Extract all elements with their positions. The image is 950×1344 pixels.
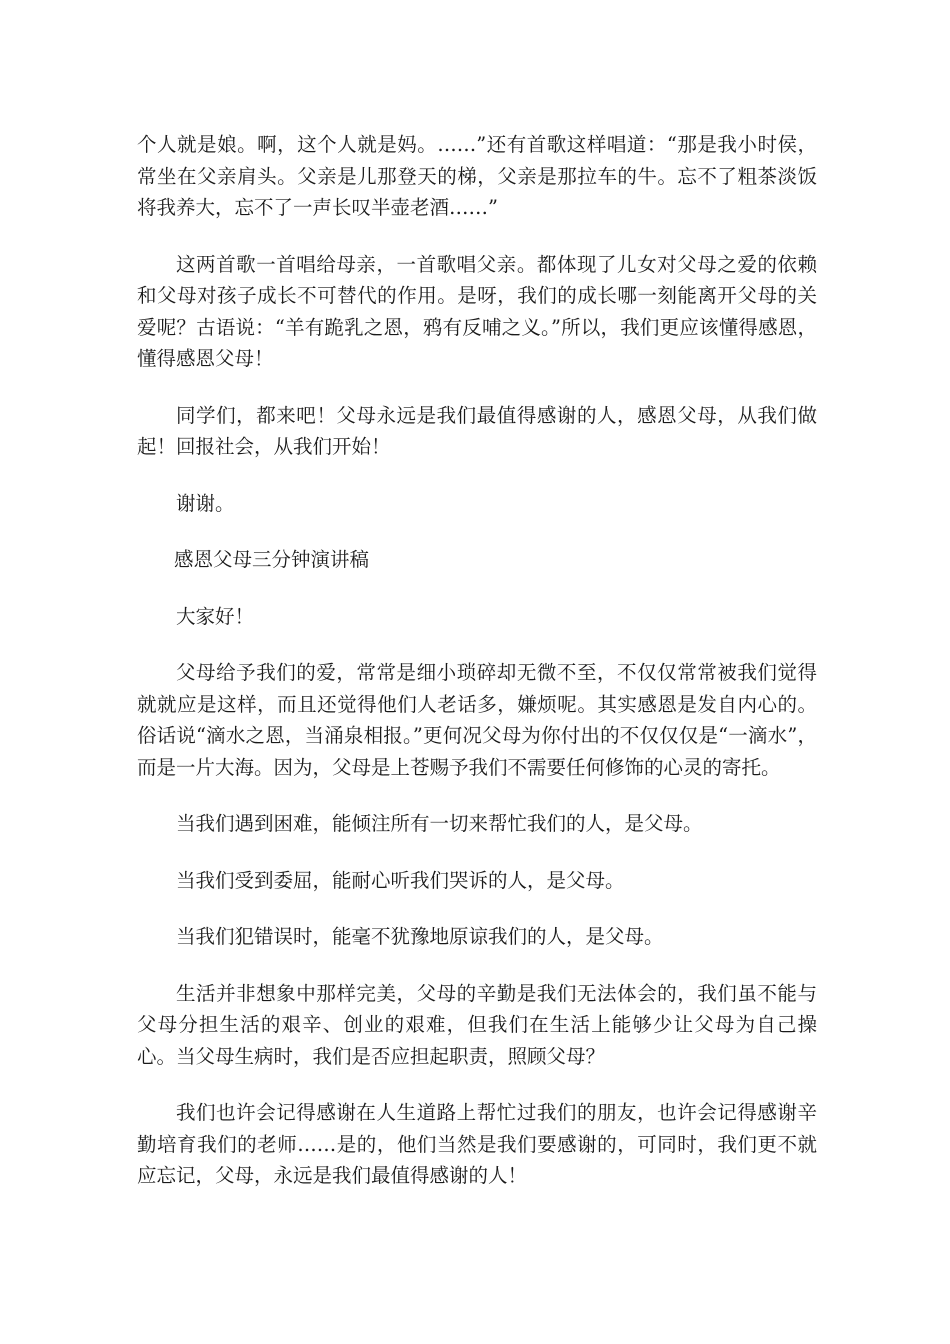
paragraph-difficulty: 当我们遇到困难，能倾注所有一切来帮忙我们的人，是父母。 (176, 812, 703, 835)
paragraph-grievance: 当我们受到委屈，能耐心听我们哭诉的人，是父母。 (176, 868, 625, 892)
paragraph-parents-love: 父母给予我们的爱，常常是细小琐碎却无微不至，不仅仅常常被我们觉得就就应是这样，而且还觉得他们人老话多，嫌烦呢。其实感恩是发自内心的。俗话说“滴水之恩，当涌泉相报。”更何况父母为你付出的不仅仅仅是“一滴水”，而是一片大海。因为，父母是上苍赐予我们不需要任何修饰的心灵的寄托。 (137, 661, 817, 779)
paragraph-gratitude: 我们也许会记得感谢在人生道路上帮忙过我们的朋友，也许会记得感谢辛勤培育我们的老师……是的，他们当然是我们要感谢的，可同时，我们更不就应忘记，父母，永远是我们最值得感谢的人！ (137, 1101, 817, 1187)
paragraph-mistake: 当我们犯错误时，能毫不犹豫地原谅我们的人，是父母。 (176, 925, 664, 948)
section-title: 感恩父母三分钟演讲稿 (174, 548, 370, 571)
paragraph-call-to-action: 同学们，都来吧！父母永远是我们最值得感谢的人，感恩父母，从我们做起！回报社会，从我们开始！ (137, 403, 817, 458)
document-body (137, 129, 817, 1217)
paragraph-song-lyrics: 个人就是娘。啊，这个人就是妈。……”还有首歌这样唱道：“那是我小时侯，常坐在父亲肩头。父亲是儿那登天的梯，父亲是那拉车的牛。忘不了粗茶淡饭将我养大，忘不了一声长叹半壶老酒……” (137, 133, 817, 219)
paragraph-greeting: 大家好！ (176, 604, 255, 628)
paragraph-thanks: 谢谢。 (176, 491, 235, 515)
paragraph-life: 生活并非想象中那样完美，父母的辛勤是我们无法体会的，我们虽不能与父母分担生活的艰辛、创业的艰难，但我们在生活上能够少让父母为自己操心。当父母生病时，我们是否应担起职责，照顾父母？ (137, 981, 817, 1068)
paragraph-two-songs: 这两首歌一首唱给母亲，一首歌唱父亲。都体现了儿女对父母之爱的依赖和父母对孩子成长不可替代的作用。是呀，我们的成长哪一刻能离开父母的关爱呢？古语说：“羊有跪乳之恩，鸦有反哺之义。”所以，我们更应该懂得感恩，懂得感恩父母！ (137, 252, 817, 370)
